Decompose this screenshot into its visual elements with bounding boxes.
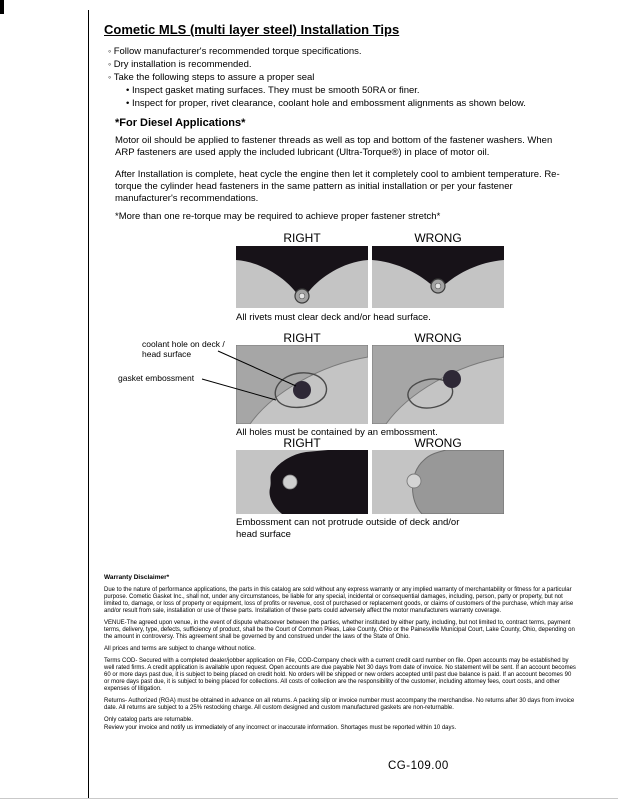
rivet-clearance-right-diagram	[236, 246, 368, 308]
fig2-wrong-label: WRONG	[414, 331, 462, 345]
fig3-right-label: RIGHT	[283, 436, 321, 450]
list-subitem: • Inspect for proper, rivet clearance, coolant hole and embossment alignments as shown below.	[126, 97, 526, 110]
embossment-containment-right-diagram	[236, 345, 368, 424]
embossment-protrusion-wrong-diagram	[372, 450, 504, 514]
retorque-note: *More than one re-torque may be required to achieve proper fastener stretch*	[115, 211, 441, 222]
diesel-paragraph-2: After Installation is complete, heat cycle the engine then let it completely cool to ambient temperature. Re-torque the cylinder head fasteners in the same pattern as initial installation or per your fastener manufacturer's recommendations.	[115, 169, 560, 204]
left-margin-rule	[88, 10, 89, 798]
warranty-disclaimer-section	[104, 574, 578, 737]
list-item: ◦ Follow manufacturer's recommended torque specifications.	[108, 45, 526, 58]
fig1-caption: All rivets must clear deck and/or head surface.	[236, 312, 431, 323]
embossment-protrusion-right-diagram	[236, 450, 368, 514]
legal-paragraph: All prices and terms are subject to change without notice.	[104, 646, 256, 652]
fig2-caption: All holes must be contained by an embossment.	[236, 427, 438, 438]
warranty-heading: Warranty Disclaimer*	[104, 574, 170, 581]
page-title: Cometic MLS (multi layer steel) Installation Tips	[104, 22, 400, 37]
fig3-wrong-label: WRONG	[414, 436, 462, 450]
diesel-paragraph-1: Motor oil should be applied to fastener threads as well as top and bottom of the fastener washers. When ARP fasteners are used apply the included lubricant (Ultra-Torque®) in place of motor oil.	[115, 135, 553, 158]
fig2-right-label: RIGHT	[283, 331, 321, 345]
legal-paragraph: VENUE-The agreed upon venue, in the event of dispute whatsoever between the parties, whether instituted by either party, including, but not limited to, contract terms, payment terms, delivery, type, defects, sufficiency of product, shall be the Court of Common Pleas, Lake County, Ohio or the Painesville Municipal Court, Lake County, Ohio, depending on the amount in controversy. This agreement shall be governed by and construed under the laws of the State of Ohio.	[104, 620, 575, 640]
legal-paragraph: Due to the nature of performance applications, the parts in this catalog are sold without any express warranty or any implied warranty of merchantability or fitness for a particular purpose. Cometic Gasket Inc., shall not, under any circumstances, be liable for any special, incidental or consequential damages, including, person, party or property, but not limited to, damage, or loss of property or equipment, loss of profits or revenue, cost of purchased or replacement goods, or claims of customers of the purchase, which may arise and/or result from sale, installation or use of these parts. Installation of these parts could adversely affect the motor manufacturers warranty coverage.	[104, 587, 574, 614]
scan-corner-mark	[0, 0, 4, 14]
fig1-right-label: RIGHT	[283, 231, 321, 245]
fig3-caption: Embossment can not protrude outside of deck and/or head surface	[236, 517, 460, 540]
legal-paragraph: Only catalog parts are returnable.	[104, 717, 194, 723]
embossment-containment-wrong-diagram	[372, 345, 504, 424]
diesel-heading: *For Diesel Applications*	[115, 117, 246, 129]
rivet-clearance-wrong-diagram	[372, 246, 504, 308]
list-item: ◦ Dry installation is recommended.	[108, 58, 526, 71]
list-subitem: • Inspect gasket mating surfaces. They must be smooth 50RA or finer.	[126, 84, 526, 97]
list-item: ◦ Take the following steps to assure a proper seal	[108, 71, 526, 84]
gasket-embossment-callout: gasket embossment	[118, 373, 195, 383]
legal-paragraph: Returns- Authorized (RGA) must be obtained in advance on all returns. A packing slip or invoice number must accompany the merchandise. No returns after 30 days from invoice date. All returns are subject to a 25% restocking charge. All custom designed and custom manufactured gaskets are non-returnable.	[104, 698, 575, 711]
coolant-hole-callout: coolant hole on deck / head surface	[142, 339, 225, 359]
fig1-wrong-label: WRONG	[414, 231, 462, 245]
legal-paragraph: Terms COD- Secured with a completed dealer/jobber application on File, COD-Company check with a current credit card number on file. Open accounts may be established by well rated firms. A credit application is available upon request. Open accounts are due payable Net 30 days from date of invoice. No statement will be sent. If an account becomes 60 or more days past due, it is subject to being placed on credit hold. No orders will be shipped or new orders accepted until past due balance is paid. If an account becomes 90 or more days past due, it is subject to being placed for collections. All costs of collection are the responsibility of the customer, including attorney fees, court costs, and other expenses of litigation.	[104, 658, 576, 692]
catalog-page-code: CG-109.00	[388, 760, 449, 772]
legal-paragraph: Review your invoice and notify us immediately of any incorrect or inaccurate information. Shortages must be reported within 10 days.	[104, 725, 457, 731]
tips-list	[108, 45, 526, 110]
bottom-edge-rule	[0, 798, 618, 799]
